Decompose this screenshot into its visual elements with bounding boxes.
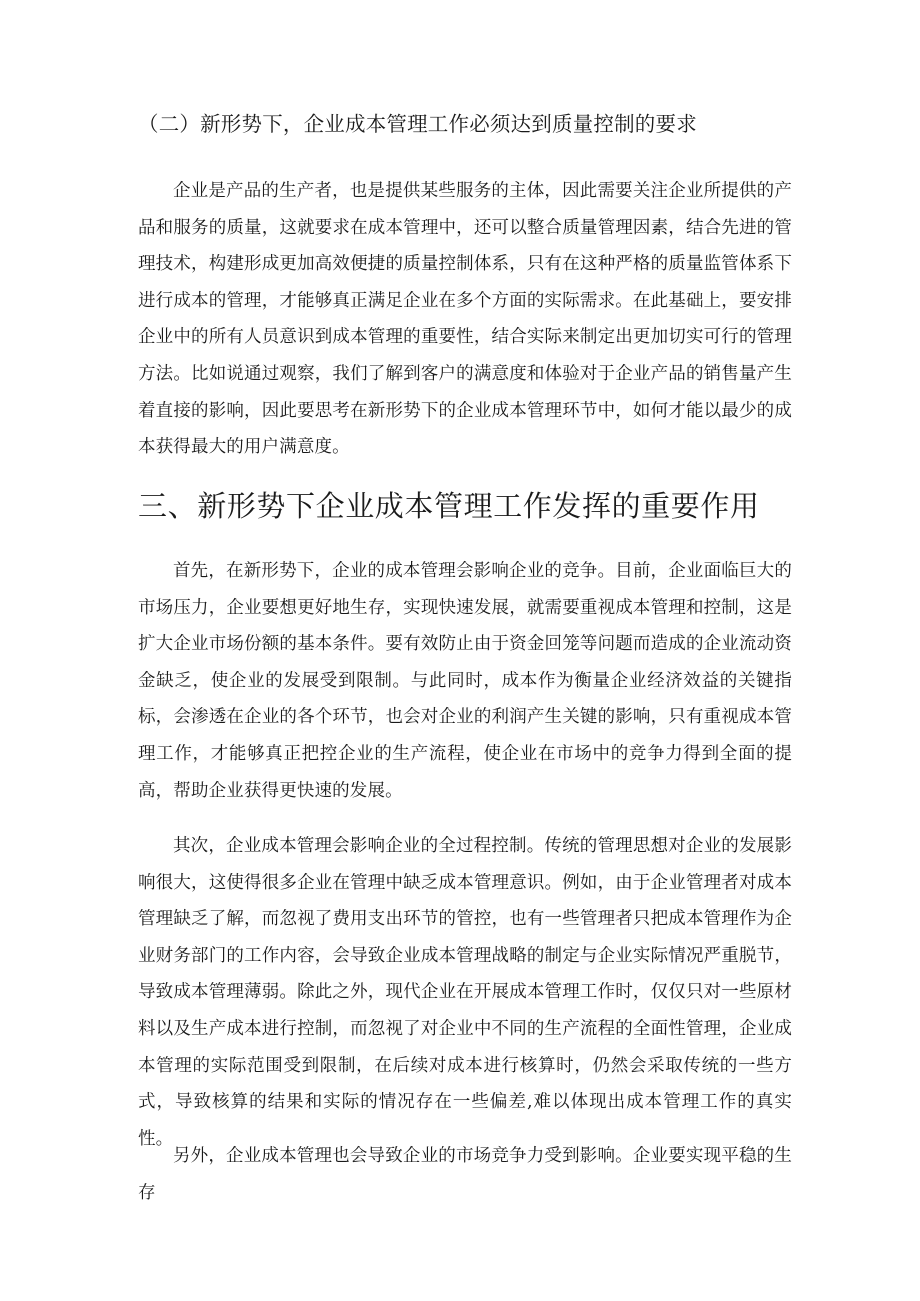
paragraph-competition: 首先，在新形势下，企业的成本管理会影响企业的竞争。目前，企业面临巨大的市场压力，企业要想更好地生存，实现快速发展，就需要重视成本管理和控制，这是扩大企业市场份额的基本条件。要有效防止由于资金回笼等问题而造成的企业流动资金缺乏，使企业的发展受到限制。与此同时，成本作为衡量企业经济效益的关键指标，会渗透在企业的各个环节，也会对企业的利润产生关键的影响，只有重视成本管理工作，才能够真正把控企业的生产流程，使企业在市场中的竞争力得到全面的提高，帮助企业获得更快速的发展。 xyxy=(138,561,792,801)
paragraph-market-competitiveness: 另外，企业成本管理也会导致企业的市场竞争力受到影响。企业要实现平稳的生存 xyxy=(138,1146,792,1203)
section-title: 三、新形势下企业成本管理工作发挥的重要作用 xyxy=(138,489,760,523)
paragraph-process-control: 其次，企业成本管理会影响企业的全过程控制。传统的管理思想对企业的发展影响很大，这使得很多企业在管理中缺乏成本管理意识。例如，由于企业管理者对成本管理缺乏了解，而忽视了费用支出环节的管控，也有一些管理者只把成本管理作为企业财务部门的工作内容，会导致企业成本管理战略的制定与企业实际情况严重脱节，导致成本管理薄弱。除此之外，现代企业在开展成本管理工作时，仅仅只对一些原材料以及生产成本进行控制，而忽视了对企业中不同的生产流程的全面性管理，企业成本管理的实际范围受到限制，在后续对成本进行核算时，仍然会采取传统的一些方式，导致核算的结果和实际的情况存在一些偏差,难以体现出成本管理工作的真实性。 xyxy=(138,836,792,1149)
paragraph-quality-control: 企业是产品的生产者，也是提供某些服务的主体，因此需要关注企业所提供的产品和服务的质量，这就要求在成本管理中，还可以整合质量管理因素，结合先进的管理技术，构建形成更加高效便捷的质量控制体系，只有在这种严格的质量监管体系下进行成本的管理，才能够真正满足企业在多个方面的实际需求。在此基础上，要安排企业中的所有人员意识到成本管理的重要性，结合实际来制定出更加切实可行的管理方法。比如说通过观察，我们了解到客户的满意度和体验对于企业产品的销售量产生着直接的影响，因此要思考在新形势下的企业成本管理环节中，如何才能以最少的成本获得最大的用户满意度。 xyxy=(138,181,792,458)
subsection-title: （二）新形势下，企业成本管理工作必须达到质量控制的要求 xyxy=(138,112,697,136)
